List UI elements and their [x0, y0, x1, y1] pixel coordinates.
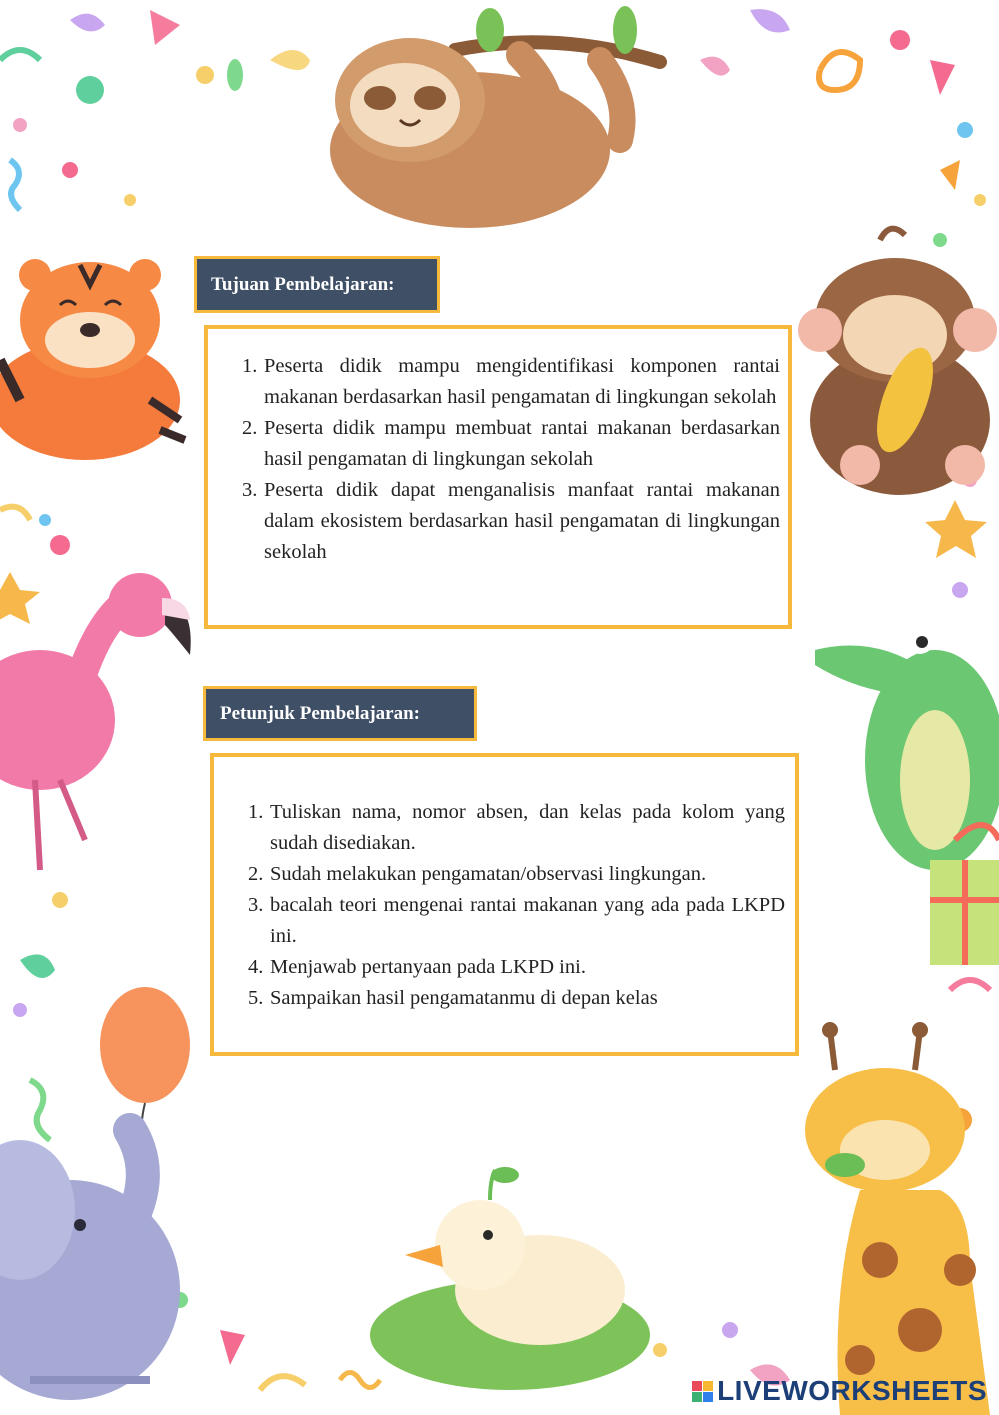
tujuan-item: Peserta didik dapat menganalisis manfaat rantai makanan dalam ekosistem berdasarkan hasil pengamatan di lingkungan sekolah: [264, 479, 780, 563]
petunjuk-title: Petunjuk Pembelajaran:: [220, 702, 421, 724]
liveworksheets-logo-icon: [692, 1381, 713, 1402]
petunjuk-header: [203, 686, 477, 741]
tujuan-item: Peserta didik mampu mengidentifikasi komponen rantai makanan berdasarkan hasil pengamatan di lingkungan sekolah: [264, 355, 780, 408]
petunjuk-item: Sampaikan hasil pengamatanmu di depan kelas: [270, 987, 658, 1009]
petunjuk-item: Menjawab pertanyaan pada LKPD ini.: [270, 956, 586, 978]
petunjuk-item: Tuliskan nama, nomor absen, dan kelas pada kolom yang sudah disediakan.: [270, 801, 785, 854]
tujuan-list: [220, 351, 780, 568]
tujuan-title: Tujuan Pembelajaran:: [211, 273, 395, 295]
brand-text: LIVEWORKSHEETS: [717, 1375, 987, 1406]
petunjuk-item: Sudah melakukan pengamatan/observasi lingkungan.: [270, 863, 707, 885]
tujuan-panel: [204, 325, 792, 629]
tujuan-header: [194, 256, 440, 313]
liveworksheets-brand: [692, 1375, 987, 1407]
petunjuk-item: bacalah teori mengenai rantai makanan yang ada pada LKPD ini.: [270, 894, 785, 947]
petunjuk-list: [226, 797, 785, 1014]
petunjuk-panel: [210, 753, 799, 1056]
tujuan-item: Peserta didik mampu membuat rantai makanan berdasarkan hasil pengamatan di lingkungan sekolah: [264, 417, 780, 470]
